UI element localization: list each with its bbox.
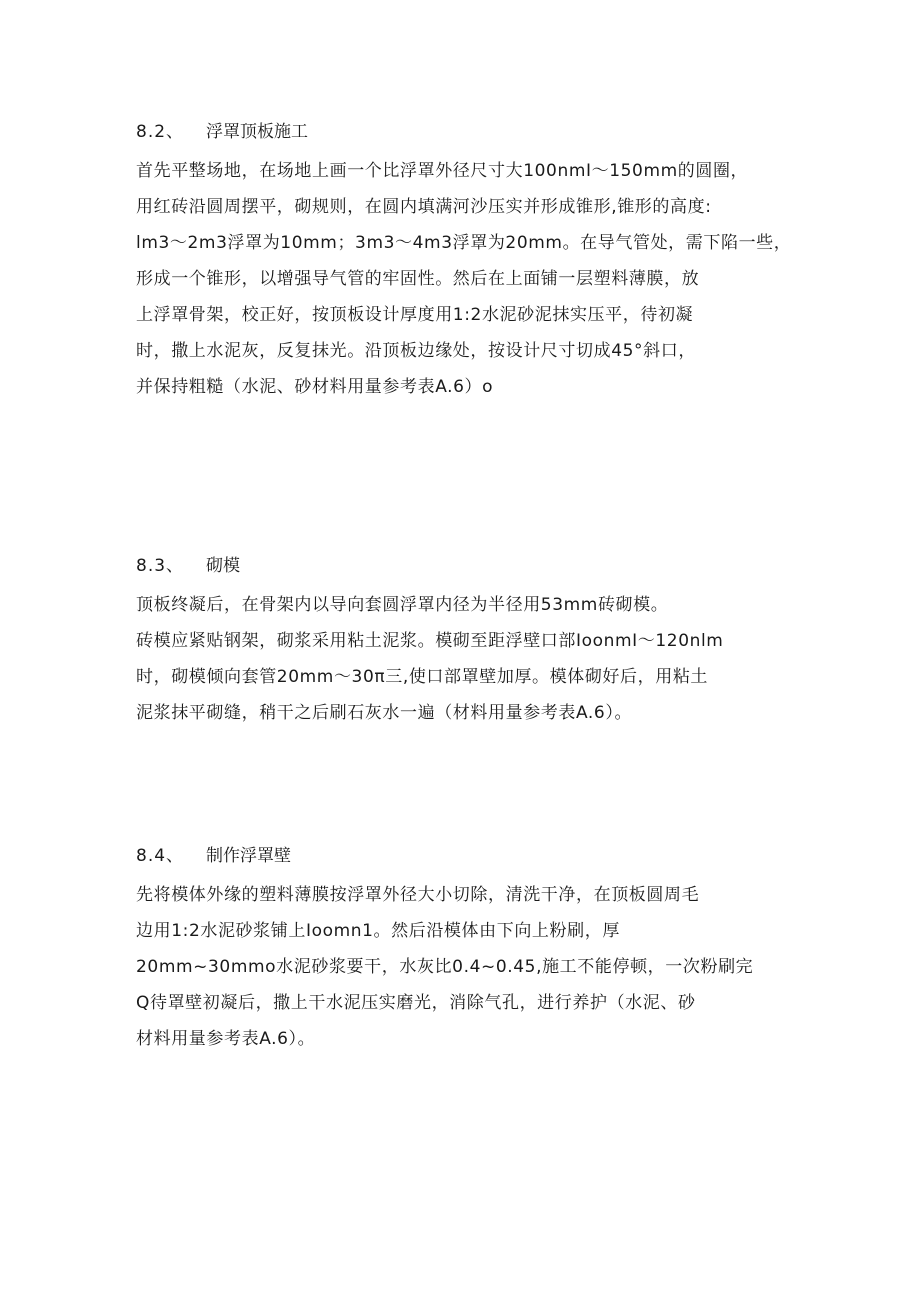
paragraph-line: 用红砖沿圆周摆平，砌规则，在圆内填满河沙压实并形成锥形,锥形的高度:: [136, 197, 712, 217]
section-heading: [136, 117, 816, 147]
section-heading: [136, 551, 816, 581]
section-title: 砌模: [206, 556, 241, 576]
section-number: 8.4、: [136, 846, 185, 866]
paragraph-line: 并保持粗糙（水泥、砂材料用量参考表A.6）o: [136, 377, 494, 397]
paragraph-line: lm3～2m3浮罩为10mm；3m3～4m3浮罩为20mm。在导气管处，需下陷一些，: [136, 233, 792, 253]
section-8-3: [136, 551, 816, 731]
paragraph-line: 顶板终凝后，在骨架内以导向套圆浮罩内径为半径用53mm砖砌模。: [136, 595, 669, 615]
section-body: [136, 877, 816, 1057]
section-title: 制作浮罩壁: [206, 846, 292, 866]
section-title: 浮罩顶板施工: [206, 122, 309, 142]
paragraph-line: 时，砌模倾向套管20mm～30π三,使口部罩壁加厚。模体砌好后，用粘土: [136, 667, 709, 687]
section-body: [136, 587, 816, 731]
section-number: 8.2、: [136, 122, 185, 142]
paragraph-line: 上浮罩骨架，校正好，按顶板设计厚度用1:2水泥砂泥抹实压平，待初凝: [136, 305, 694, 325]
section-heading: [136, 841, 816, 871]
paragraph-line: 先将模体外缘的塑料薄膜按浮罩外径大小切除，清洗干净，在顶板圆周毛: [136, 885, 700, 905]
paragraph-line: 20mm~30mmo水泥砂浆要干，水灰比0.4~0.45,施工不能停顿，一次粉刷完: [136, 957, 754, 977]
paragraph-line: 边用1:2水泥砂浆铺上Ioomn1。然后沿模体由下向上粉刷，厚: [136, 921, 620, 941]
paragraph-line: 砖模应紧贴钢架，砌浆采用粘土泥浆。模砌至距浮壁口部IoonmI～120nlm: [136, 631, 724, 651]
paragraph-line: 时，撒上水泥灰，反复抹光。沿顶板边缘处，按设计尺寸切成45°斜口，: [136, 341, 696, 361]
paragraph-line: 材料用量参考表A.6）。: [136, 1029, 316, 1049]
section-body: [136, 153, 816, 405]
paragraph-line: 首先平整场地，在场地上画一个比浮罩外径尺寸大100nmI～150mm的圆圈，: [136, 161, 749, 181]
section-8-2: [136, 117, 816, 405]
paragraph-line: 泥浆抹平砌缝，稍干之后刷石灰水一遍（材料用量参考表A.6）。: [136, 703, 633, 723]
section-number: 8.3、: [136, 556, 185, 576]
paragraph-line: Q待罩壁初凝后，撒上干水泥压实磨光，消除气孔，进行养护（水泥、砂: [136, 993, 696, 1013]
section-8-4: [136, 841, 816, 1057]
paragraph-line: 形成一个锥形，以增强导气管的牢固性。然后在上面铺一层塑料薄膜，放: [136, 269, 700, 289]
